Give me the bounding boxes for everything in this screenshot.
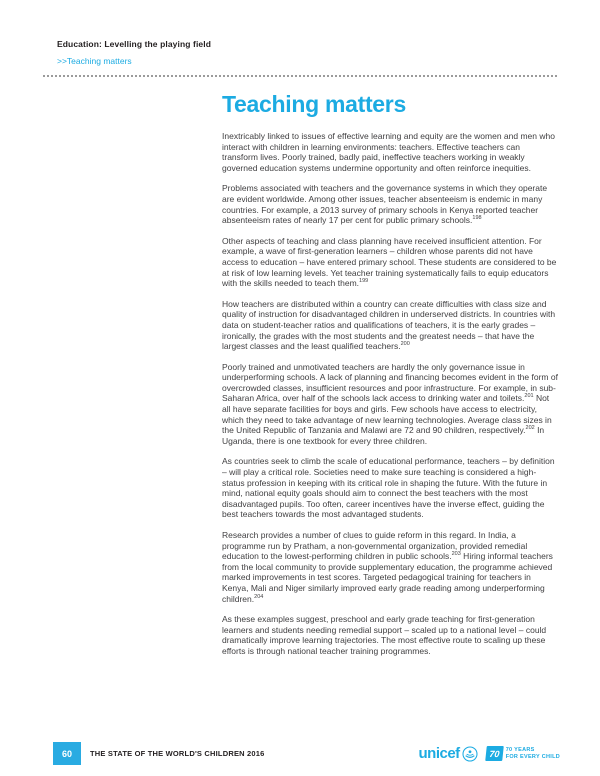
anniversary-70-emblem: 70 — [485, 746, 504, 761]
paragraph: Other aspects of teaching and class planning have received insufficient attention. For example, a wave of first-generation learners – children whose parents did not have access to education – have entered primary school. These students are considered to be at risk of low learning levels. Yet teacher training systematically fails to equip educators with the skills needed to teach them.$^{199}$ — [222, 235, 557, 289]
article-title: Teaching matters — [222, 91, 406, 117]
footer-logos — [419, 745, 561, 762]
footnote-ref: 203 — [451, 551, 461, 558]
section-breadcrumb: >>Teaching matters — [57, 56, 132, 66]
footnote-ref: 201 — [524, 393, 534, 400]
footnote-ref: 199 — [359, 278, 369, 285]
paragraph: How teachers are distributed within a country can create difficulties with class size and quality of instruction for disadvantaged children in underserved districts. In countries with data on student-teacher ratios and qualifications of teachers, it is the early grades – ironically, the grades with the most students and the greatest needs – that have the largest classes and the least qualified teachers.$^{200}$ — [222, 298, 556, 352]
chapter-kicker: Education: Levelling the playing field — [57, 39, 211, 49]
paragraph: Research provides a number of clues to guide reform in this regard. In India, a programme run by Pratham, a non-governmental organization, provided remedial education to the lowest-performing children in public schools.$^{203}$ Hiring informal teachers from the local community to provide supplementary education, the programme achieved marked improvements in test scores. Targeted pedagogical training for teachers in Kenya, Mali and Niger similarly improved early grade reading among underperforming children.$^{204}$ — [222, 530, 553, 604]
report-title: THE STATE OF THE WORLD'S CHILDREN 2016 — [90, 749, 265, 758]
footnote-ref: 204 — [254, 593, 264, 600]
footnote-ref: 200 — [400, 341, 410, 348]
dotted-rule — [43, 75, 557, 77]
anniversary-text — [506, 747, 560, 760]
paragraph: Poorly trained and unmotivated teachers are hardly the only governance issue in underperforming schools. A lack of planning and financing becomes evident in the form of overcrowded classes, insufficient resources and poor infrastructure. For example, in sub-Saharan Africa, over half of the schools lack access to drinking water and toilets.$^{201}$ Not all have separate facilities for boys and girls. Few schools have access to electricity, which they need to take advantage of new learning technologies. Average class sizes in the United Republic of Tanzania and Malawi are 72 and 90 children, respectively.$^{202}$ In Uganda, there is one textbook for every three children. — [222, 361, 558, 446]
footnote-ref: 202 — [525, 425, 535, 432]
paragraph: As these examples suggest, preschool and early grade teaching for first-generation learners and students needing remedial support – scaled up to a national level – could dramatically improve learning trajectories. The most effective route to scaling up these efforts is through national teacher training programmes. — [222, 614, 547, 656]
paragraph: Problems associated with teachers and the governance systems in which they operate are evident worldwide. Among other issues, teacher absenteeism is endemic in many countries. For example, a 2013 survey of primary schools in Kenya reported teacher absenteeism rates of nearly 17 per cent for public primary schools.$^{198}$ — [222, 183, 548, 226]
paragraph: As countries seek to climb the scale of educational performance, teachers – by definition – will play a critical role. Societies need to make sure teaching is considered a high-status profession in keeping with its critical role in shaping the future. With the future in mind, national equity goals should aim to connect the best teachers with the most disadvantaged pupils. Too often, career incentives have the inverse effect, guiding the best teachers towards the most advantaged students. — [222, 456, 555, 520]
article — [222, 91, 558, 667]
anniversary-line2: FOR EVERY CHILD — [505, 753, 560, 760]
paragraph: Inextricably linked to issues of effective learning and equity are the women and men who interact with children in learning environments: teachers. Effective teachers can transform lives. Poorly trained, badly paid, ineffective teachers working in weakly governed education systems undermine opportunity and often reinforce inequities. — [222, 131, 555, 173]
page-footer — [53, 741, 560, 766]
unicef-wordmark: unicef — [418, 745, 460, 762]
unicef-logo — [419, 745, 478, 762]
page-number-badge: 60 — [53, 742, 81, 765]
anniversary-logo — [486, 746, 560, 761]
running-head — [57, 39, 557, 66]
unicef-globe-icon — [462, 746, 478, 762]
anniversary-line1: 70 YEARS — [505, 747, 535, 753]
footnote-ref: 198 — [472, 215, 482, 222]
article-body — [222, 131, 558, 657]
